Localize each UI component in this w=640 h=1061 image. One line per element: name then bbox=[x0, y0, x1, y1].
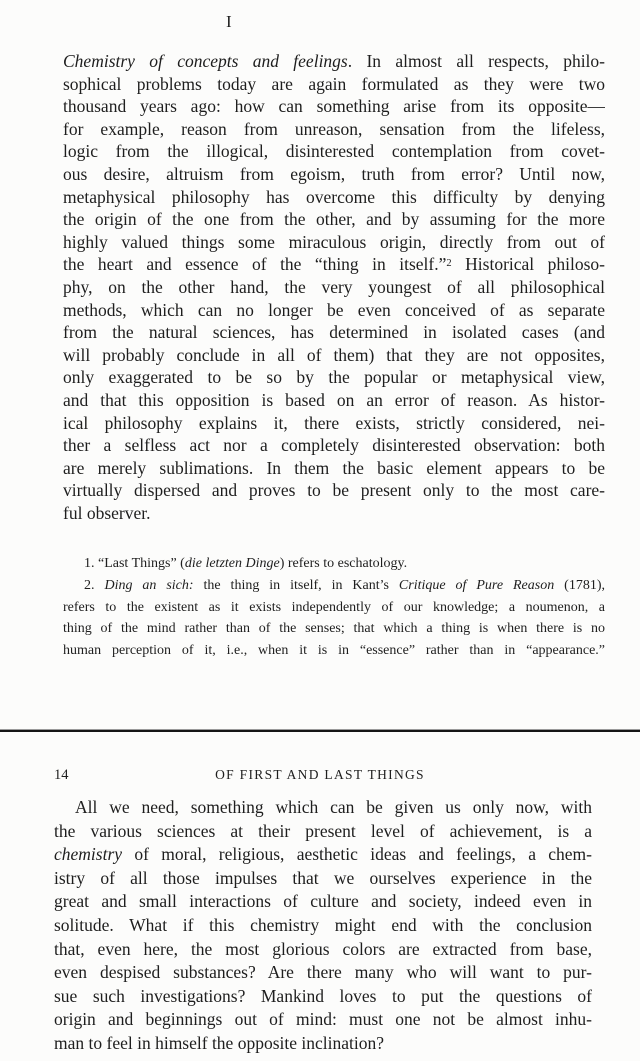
text-line bbox=[63, 457, 605, 480]
text-line bbox=[63, 344, 605, 367]
footnote-reference: 2 bbox=[446, 257, 452, 269]
text-segment: only exaggerated to be so by the popular or metaphysical view, bbox=[63, 367, 605, 388]
page2-body-paragraph bbox=[54, 796, 592, 1056]
text-segment: the various sciences at their present level of achievement, is a bbox=[54, 820, 592, 841]
text-line bbox=[54, 867, 592, 891]
text-line bbox=[54, 985, 592, 1009]
text-line bbox=[63, 618, 605, 640]
text-line bbox=[54, 914, 592, 938]
text-line bbox=[63, 434, 605, 457]
text-segment: even despised substances? Are there many who will want to pur- bbox=[54, 962, 592, 983]
text-segment: ful observer. bbox=[63, 502, 151, 523]
text-line bbox=[63, 502, 605, 525]
text-line bbox=[54, 1008, 592, 1032]
text-segment: 1. “Last Things” ( bbox=[84, 556, 185, 571]
text-segment: the thing in itself, in Kant’s bbox=[193, 577, 399, 593]
text-line bbox=[63, 231, 605, 254]
text-segment: . In almost all respects, philo- bbox=[347, 51, 605, 71]
text-line bbox=[63, 366, 605, 389]
chapter-number: I bbox=[226, 12, 233, 31]
italic-text: Critique of Pure Reason bbox=[398, 577, 555, 593]
text-segment: phy, on the other hand, the very youngest of all philosophical bbox=[63, 276, 605, 297]
text-line bbox=[63, 321, 605, 344]
text-line bbox=[54, 890, 592, 914]
italic-text: Chemistry of concepts and feelings bbox=[63, 51, 348, 71]
text-line bbox=[63, 95, 605, 118]
text-line bbox=[54, 938, 592, 962]
text-line bbox=[63, 50, 605, 73]
text-segment: highly valued things some miraculous origin, directly from out of bbox=[63, 231, 605, 252]
text-segment: solitude. What if this chemistry might end with the conclusion bbox=[54, 914, 592, 935]
text-line bbox=[54, 961, 592, 985]
text-line bbox=[54, 1032, 592, 1056]
text-segment: the origin of the one from the other, and by assuming for the more bbox=[63, 209, 605, 230]
text-segment: Historical philoso- bbox=[451, 254, 605, 275]
text-segment: 2. bbox=[84, 577, 105, 593]
text-segment: virtually dispersed and proves to be present only to the most care- bbox=[63, 480, 605, 501]
page-number: 14 bbox=[54, 767, 69, 783]
text-segment: origin and beginnings out of mind: must one not be almost inhu- bbox=[54, 1009, 592, 1030]
text-segment: man to feel in himself the opposite inclination? bbox=[54, 1032, 384, 1053]
text-line bbox=[63, 640, 605, 662]
text-segment: logic from the illogical, disinterested contemplation from covet- bbox=[63, 141, 605, 162]
italic-text: Ding an sich: bbox=[104, 577, 194, 593]
text-line bbox=[63, 575, 605, 597]
text-line bbox=[63, 140, 605, 163]
text-segment: that, even here, the most glorious colors are extracted from base, bbox=[54, 938, 592, 959]
text-segment: ous desire, altruism from egoism, truth from error? Until now, bbox=[63, 163, 605, 184]
text-segment: and that this opposition is based on an error of reason. As histor- bbox=[63, 389, 605, 410]
italic-text: die letzten Dinge bbox=[184, 556, 280, 571]
text-segment: thousand years ago: how can something arise from its opposite— bbox=[63, 96, 605, 117]
text-segment: from the natural sciences, has determined in isolated cases (and bbox=[63, 322, 605, 343]
text-segment: istry of all those impulses that we ourselves experience in the bbox=[54, 867, 592, 888]
text-segment: metaphysical philosophy has overcome this difficulty by denying bbox=[63, 186, 605, 207]
text-segment: ther a selfless act nor a completely disinterested observation: both bbox=[63, 435, 605, 456]
text-line bbox=[63, 597, 605, 619]
text-segment: great and small interactions of culture and society, indeed even in bbox=[54, 891, 592, 912]
text-line bbox=[54, 843, 592, 867]
text-segment: sophical problems today are again formulated as they were two bbox=[63, 73, 605, 94]
page-divider-rule bbox=[0, 729, 640, 732]
text-segment: sue such investigations? Mankind loves to put the questions of bbox=[54, 985, 592, 1006]
text-line bbox=[63, 553, 605, 575]
text-line bbox=[63, 208, 605, 231]
text-segment: human perception of it, i.e., when it is in “essence” rather than in “appearance.” bbox=[63, 643, 605, 659]
text-segment: the heart and essence of the “thing in itself.” bbox=[63, 254, 447, 275]
text-segment: ical philosophy explains it, there exists, strictly considered, nei- bbox=[63, 412, 605, 433]
text-line bbox=[63, 479, 605, 502]
running-head-title: OF FIRST AND LAST THINGS bbox=[215, 767, 425, 782]
text-segment: All we need, something which can be given us only now, with bbox=[75, 797, 592, 817]
text-segment: are merely sublimations. In them the basic element appears to be bbox=[63, 457, 605, 478]
text-line bbox=[63, 186, 605, 209]
text-segment: will probably conclude in all of them) that they are not opposites, bbox=[63, 344, 605, 365]
text-segment: thing of the mind rather than of the senses; that which a thing is when there is no bbox=[63, 621, 605, 637]
text-line bbox=[63, 299, 605, 322]
text-line bbox=[63, 276, 605, 299]
page1-footnotes bbox=[63, 553, 605, 662]
text-line bbox=[63, 73, 605, 96]
text-line bbox=[63, 412, 605, 435]
text-line bbox=[54, 796, 592, 820]
text-line bbox=[63, 389, 605, 412]
text-line bbox=[63, 118, 605, 141]
italic-text: chemistry bbox=[54, 844, 123, 865]
page1-body-paragraph bbox=[63, 50, 605, 524]
text-line bbox=[63, 253, 605, 276]
text-segment: for example, reason from unreason, sensation from the lifeless, bbox=[63, 118, 605, 139]
text-segment: ) refers to eschatology. bbox=[279, 556, 408, 571]
text-line bbox=[63, 163, 605, 186]
text-segment: (1781), bbox=[554, 577, 605, 593]
text-segment: refers to the existent as it exists independently of our knowledge; a noumenon, a bbox=[63, 599, 605, 615]
text-segment: of moral, religious, aesthetic ideas and feelings, a chem- bbox=[122, 844, 592, 865]
text-line bbox=[54, 820, 592, 844]
text-segment: methods, which can no longer be even conceived of as separate bbox=[63, 299, 605, 320]
page2-running-header bbox=[0, 767, 640, 787]
